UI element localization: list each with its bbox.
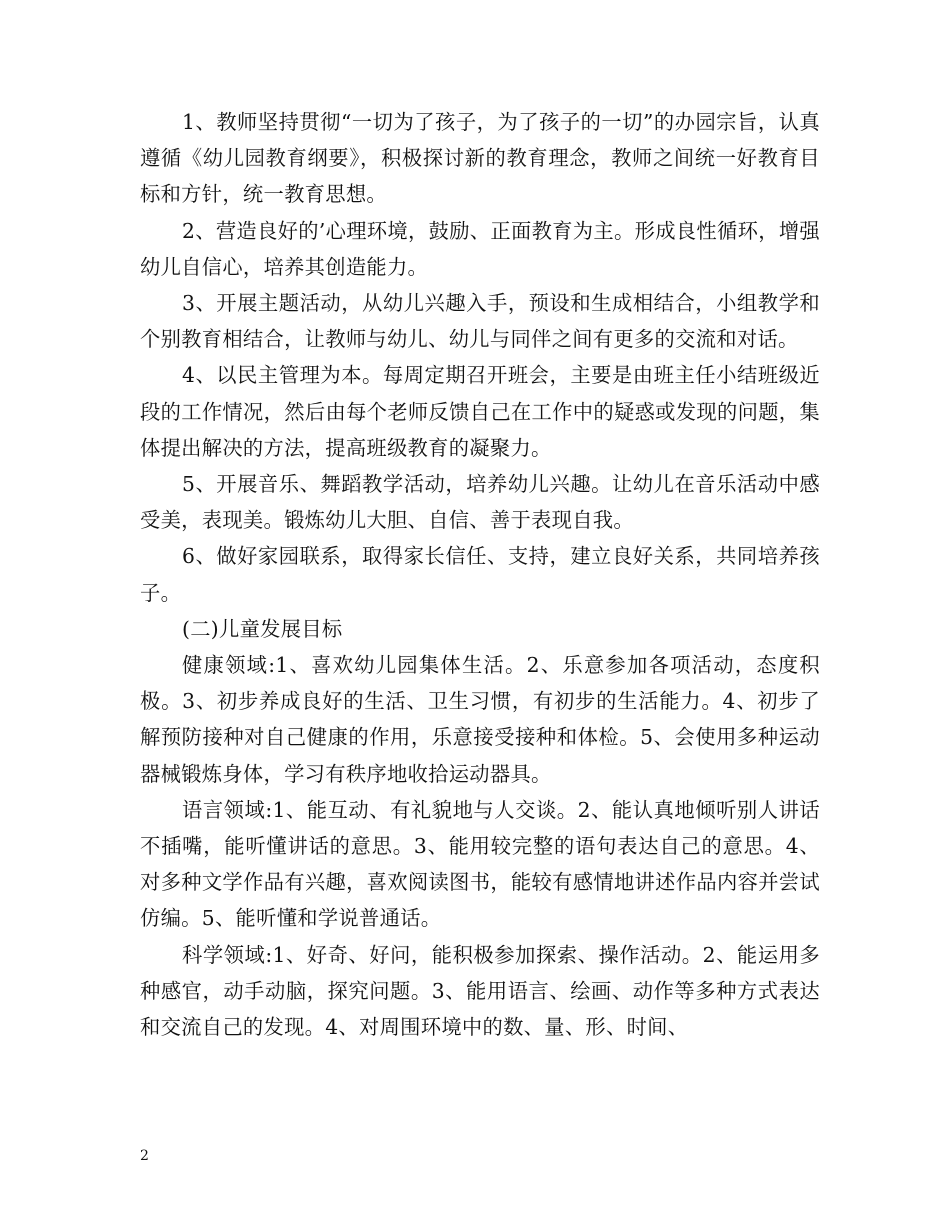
document-body (140, 104, 820, 1045)
paragraph-item-6: 6、做好家园联系，取得家长信任、支持，建立良好关系，共同培养孩子。 (140, 544, 820, 605)
paragraph-item-5: 5、开展音乐、舞蹈教学活动，培养幼儿兴趣。让幼儿在音乐活动中感受美，表现美。锻炼幼儿大胆、自信、善于表现自我。 (140, 472, 820, 533)
paragraph-health-domain: 健康领域:1、喜欢幼儿园集体生活。2、乐意参加各项活动，态度积极。3、初步养成良好的生活、卫生习惯，有初步的生活能力。4、初步了解预防接种对自己健康的作用，乐意接受接种和体检。5、会使用多种运动器械锻炼身体，学习有秩序地收拾运动器具。 (140, 653, 820, 786)
page-number: 2 (140, 1148, 149, 1164)
paragraph-item-3: 3、开展主题活动，从幼儿兴趣入手，预设和生成相结合，小组教学和个别教育相结合，让教师与幼儿、幼儿与同伴之间有更多的交流和对话。 (140, 291, 820, 352)
paragraph-science-domain: 科学领域:1、好奇、好问，能积极参加探索、操作活动。2、能运用多种感官，动手动脑，探究问题。3、能用语言、绘画、动作等多种方式表达和交流自己的发现。4、对周围环境中的数、量、形、时间、 (140, 942, 820, 1040)
paragraph-item-2: 2、营造良好的’心理环境，鼓励、正面教育为主。形成良性循环，增强幼儿自信心，培养其创造能力。 (140, 218, 820, 279)
section-heading: (二)儿童发展目标 (182, 616, 343, 641)
paragraph-item-4: 4、以民主管理为本。每周定期召开班会，主要是由班主任小结班级近段的工作情况，然后由每个老师反馈自己在工作中的疑惑或发现的问题，集体提出解决的方法，提高班级教育的凝聚力。 (140, 363, 820, 460)
paragraph-item-1: 1、教师坚持贯彻“一切为了孩子，为了孩子的一切”的办园宗旨，认真遵循《幼儿园教育纲要》，积极探讨新的教育理念，教师之间统一好教育目标和方针，统一教育思想。 (140, 110, 820, 207)
paragraph-language-domain: 语言领域:1、能互动、有礼貌地与人交谈。2、能认真地倾听别人讲话不插嘴，能听懂讲话的意思。3、能用较完整的语句表达自己的意思。4、对多种文学作品有兴趣，喜欢阅读图书，能较有感情地讲述作品内容并尝试仿编。5、能听懂和学说普通话。 (140, 797, 820, 931)
